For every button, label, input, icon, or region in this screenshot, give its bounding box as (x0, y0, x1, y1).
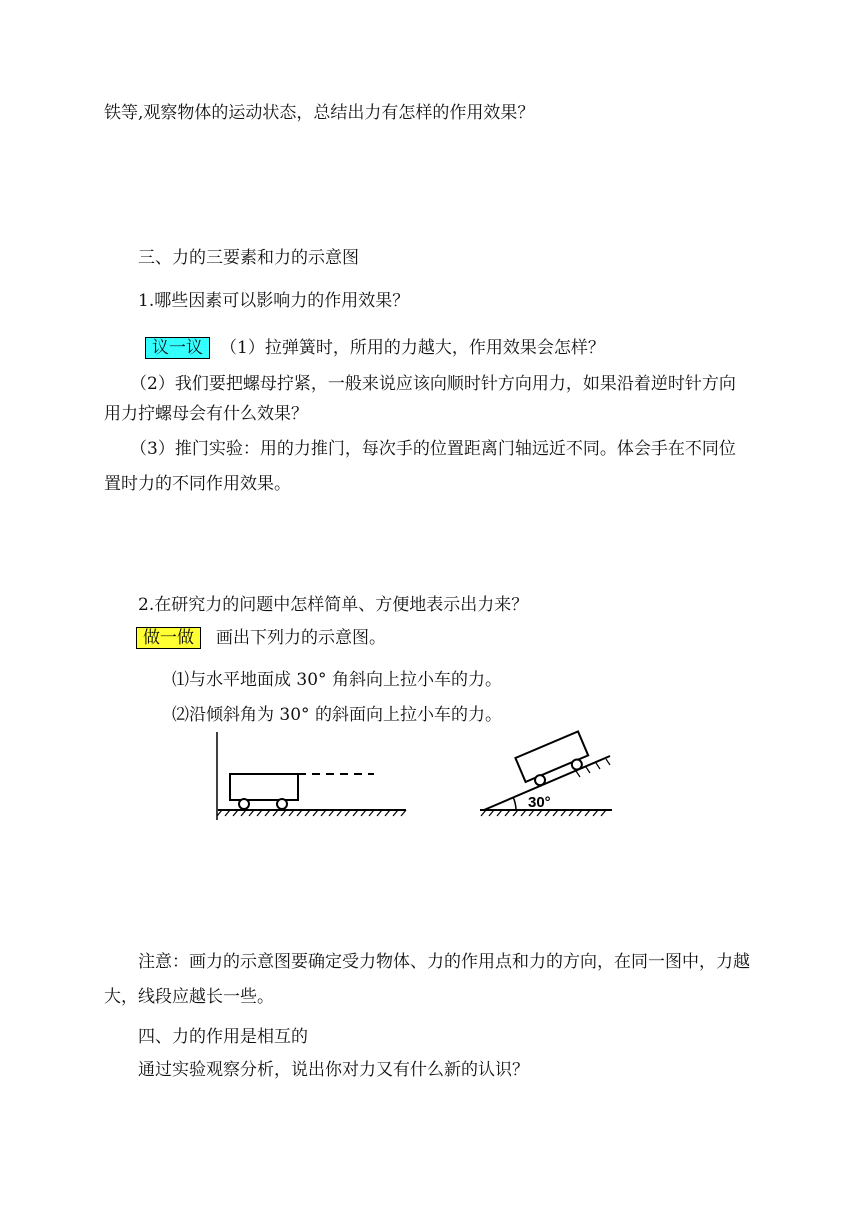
question-text-2: 2.在研究力的问题中怎样简单、方便地表示出力来？ (138, 595, 529, 615)
paragraph-text-last: 通过实验观察分析，说出你对力又有什么新的认识？ (138, 1060, 529, 1080)
discuss-item-1: （1）拉弹簧时，所用的力越大，作用效果会怎样？ (220, 338, 605, 358)
force-diagram (216, 730, 616, 822)
discuss-item-3: （3）推门实验：用的力推门，每次手的位置距离门轴远近不同。体会手在不同位 (130, 439, 736, 459)
do-label (136, 626, 201, 650)
paragraph-text: 铁等,观察物体的运动状态，总结出力有怎样的作用效果？ (104, 103, 535, 123)
angle-label: 30° (528, 794, 551, 811)
exercise-item-2: ⑵沿倾斜角为 30° 的斜面向上拉小车的力。 (172, 705, 502, 725)
question-text: 1.哪些因素可以影响力的作用效果？ (138, 291, 410, 311)
cart-incline (515, 731, 591, 790)
note-text: 注意：画力的示意图要确定受力物体、力的作用点和力的方向，在同一图中，力越 (138, 952, 750, 972)
cart-horizontal (230, 774, 298, 809)
note-text-cont: 大，线段应越长一些。 (104, 987, 274, 1007)
angle-arc (513, 797, 516, 810)
discuss-item-2: （2）我们要把螺母拧紧，一般来说应该向顺时针方向用力，如果沿着逆时针方向 (130, 374, 736, 394)
discuss-label (145, 336, 210, 360)
do-instruction: 画出下列力的示意图。 (216, 628, 386, 648)
section-heading: 三、力的三要素和力的示意图 (138, 248, 359, 268)
exercise-item-1: ⑴与水平地面成 30° 角斜向上拉小车的力。 (172, 670, 502, 690)
ground-horizontal (217, 810, 406, 816)
do-badge: 做一做 (136, 627, 201, 649)
discuss-item-3-cont: 置时力的不同作用效果。 (104, 474, 291, 494)
discuss-badge: 议一议 (145, 337, 210, 359)
discuss-item-2-cont: 用力拧螺母会有什么效果？ (104, 404, 308, 424)
section-heading-4: 四、力的作用是相互的 (138, 1027, 308, 1047)
